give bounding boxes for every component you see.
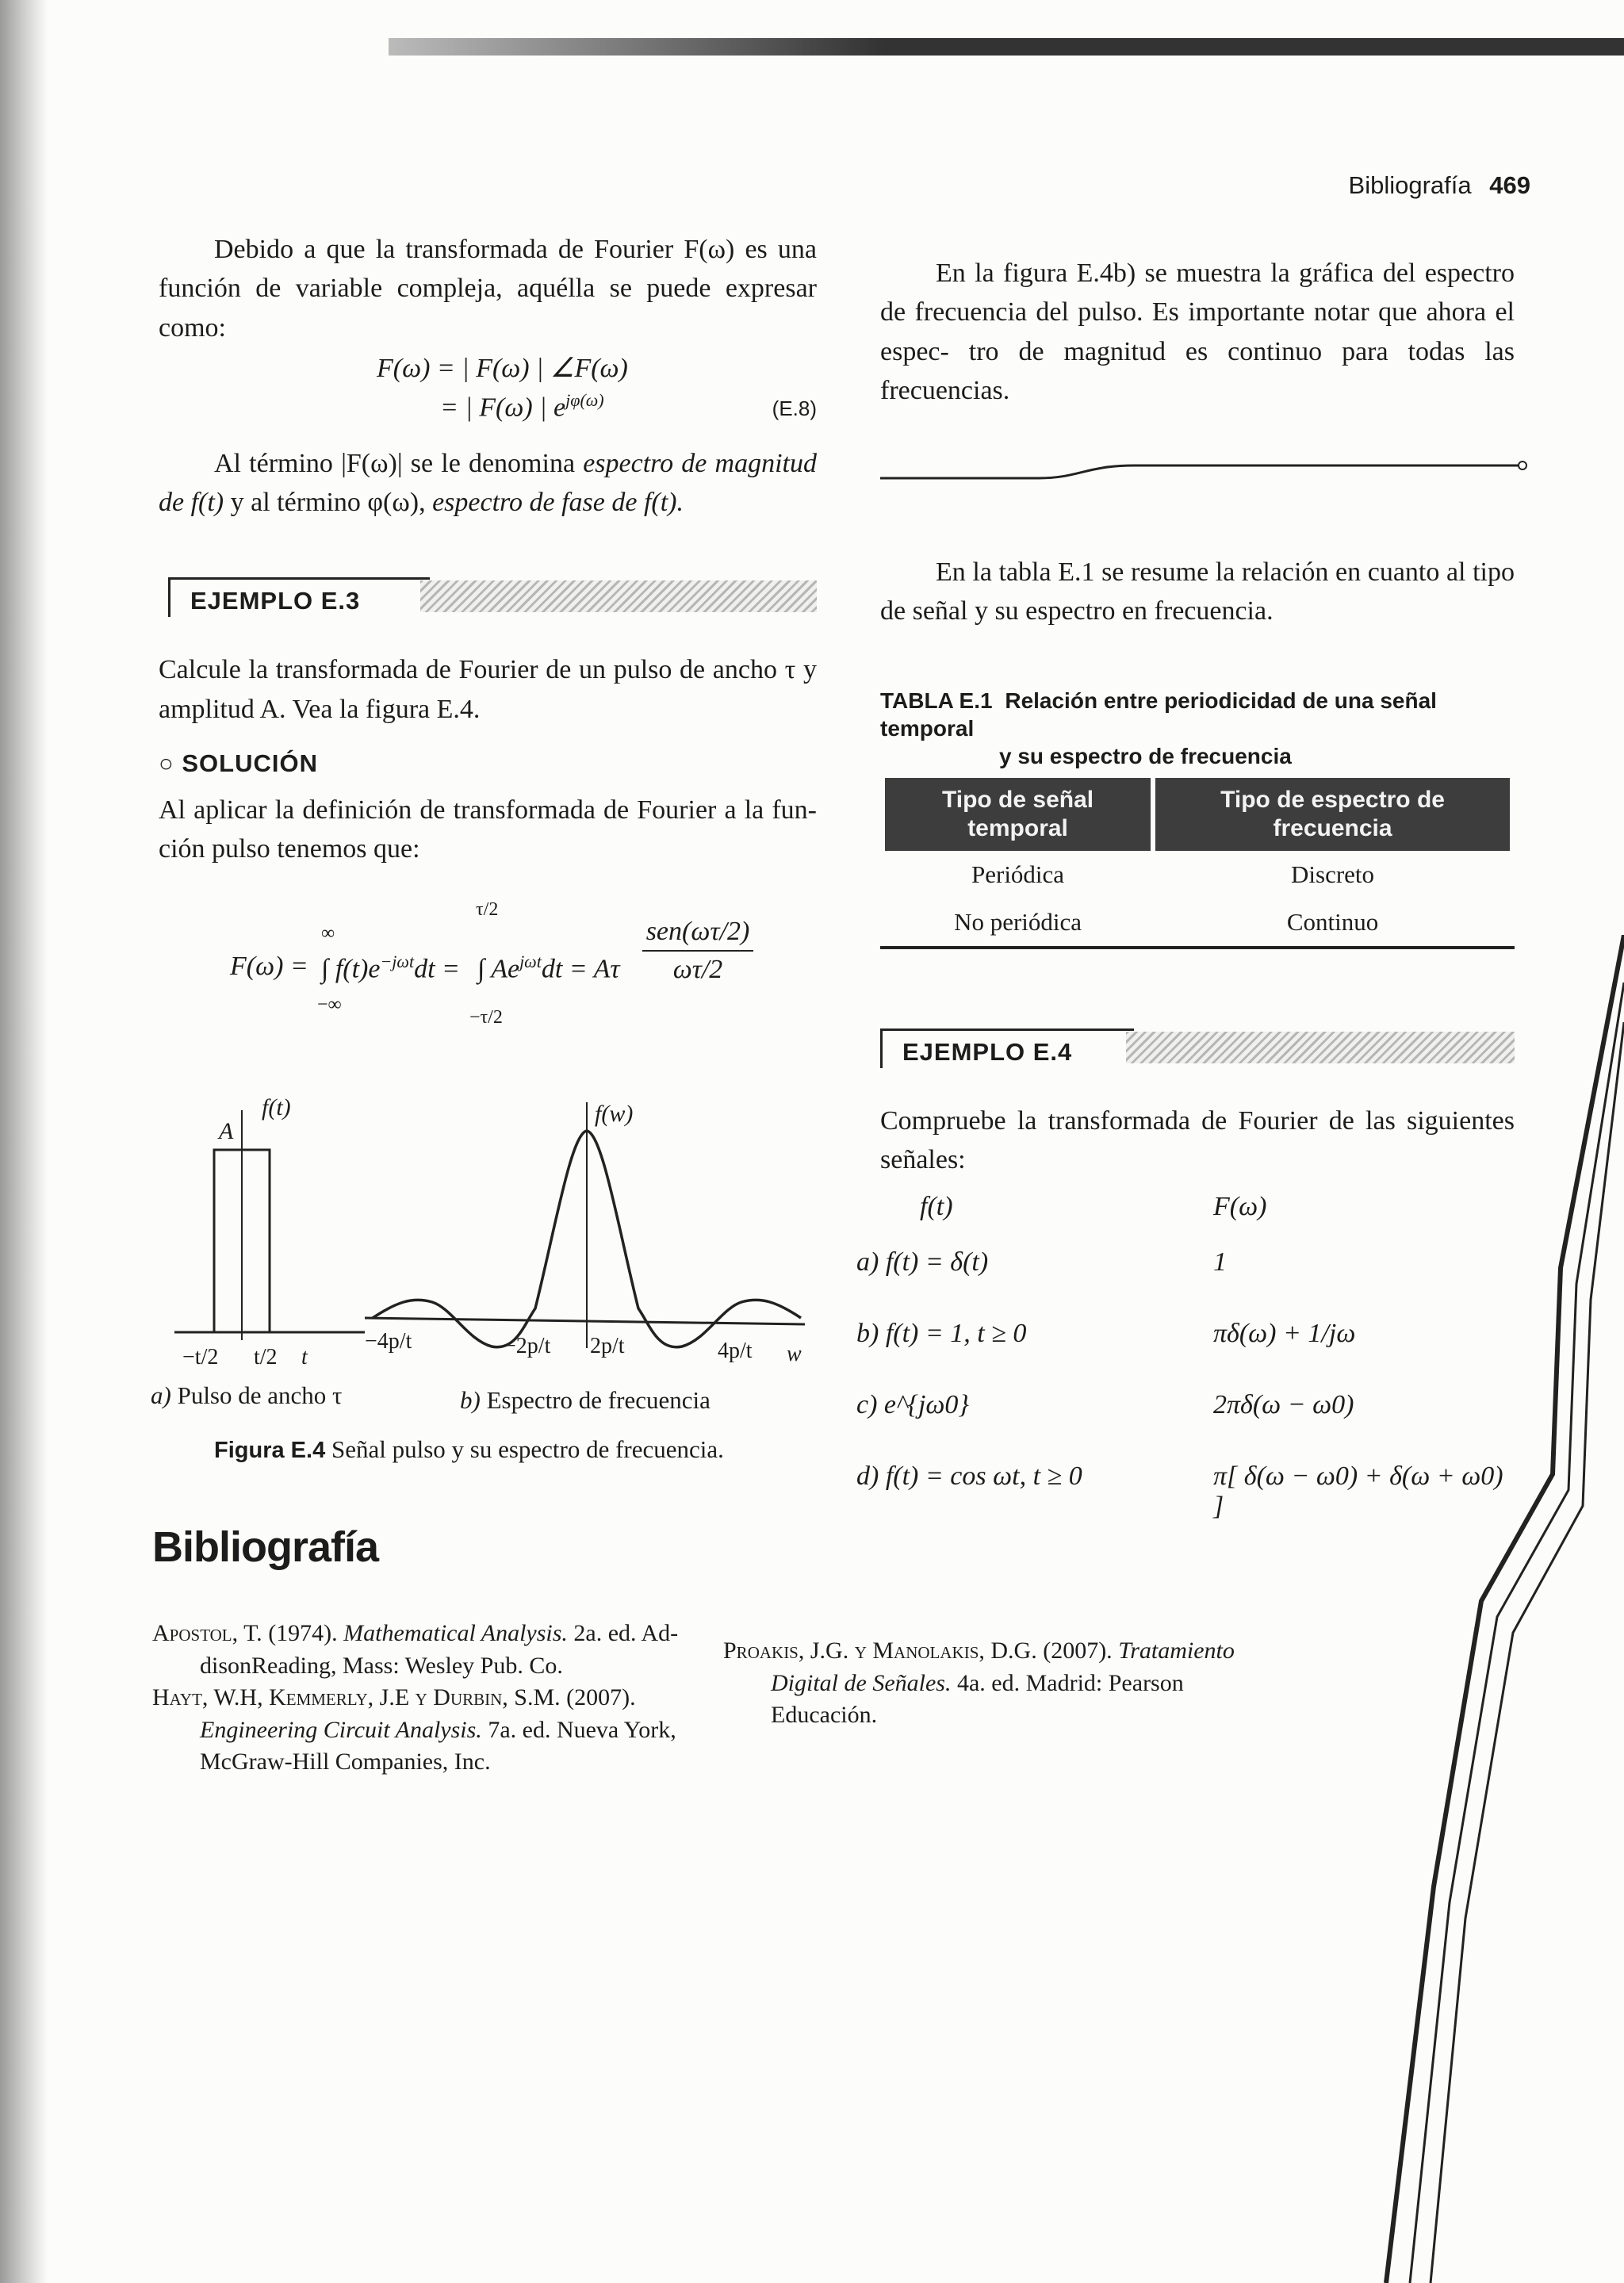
- integral2-exp: jωt: [519, 951, 542, 971]
- section-divider: [880, 458, 1530, 489]
- bib-authors: Proakis, J.G. y Manolakis, D.G.: [723, 1638, 1037, 1664]
- figure-label: Figura E.4: [214, 1438, 326, 1463]
- col-header-Fw: F(ω): [1213, 1192, 1267, 1222]
- item-left: e^{jω0}: [883, 1390, 970, 1420]
- solution-bullet-icon: ○: [159, 749, 182, 778]
- int1-upper: ∞: [321, 922, 335, 944]
- fig-para-line1: En la figura E.4b) se muestra la gráfica del espectro de: [880, 259, 1515, 328]
- e4-statement-line1: Compruebe la transformada de Fourier de las siguientes: [880, 1105, 1515, 1136]
- e4-statement-line2: señales:: [880, 1145, 966, 1175]
- item-right: 2πδ(ω − ω0): [1213, 1390, 1354, 1420]
- bib-year: (1974).: [268, 1620, 338, 1646]
- table-title-line2: y su espectro de frecuencia: [999, 743, 1292, 768]
- pulse-y-label: f(t): [262, 1094, 291, 1120]
- bibliography-left: [152, 1618, 707, 1779]
- example-rule: [880, 1028, 1134, 1031]
- table-caption: [880, 687, 1515, 770]
- example-e3-statement: [159, 650, 817, 729]
- bib-rest: 4a. ed. Madrid: Pearson Educación.: [771, 1669, 1184, 1728]
- example-bracket: [168, 577, 171, 617]
- bib-authors: Hayt, W.H, Kemmerly, J.E y Durbin, S.M.: [152, 1684, 561, 1710]
- page-number: 469: [1489, 171, 1530, 199]
- sinc-fraction: [642, 917, 753, 985]
- int2-upper: τ/2: [476, 898, 499, 920]
- item-label: d): [856, 1461, 879, 1492]
- pulse-caption: [151, 1381, 342, 1410]
- figure-paragraph: [880, 254, 1515, 410]
- e3-statement-line2: amplitud A. Vea la figura E.4.: [159, 694, 481, 724]
- magnitude-paragraph: [159, 444, 817, 523]
- pulse-amplitude: A: [219, 1118, 234, 1144]
- page-top-band: [389, 38, 1624, 56]
- eq-e8-exponent: jφ(ω): [565, 389, 604, 410]
- item-left: f(t) = 1, t ≥ 0: [885, 1319, 1027, 1349]
- bib-authors: Apostol, T.: [152, 1620, 262, 1646]
- integral2: [477, 952, 620, 984]
- int1-lower: −∞: [317, 994, 342, 1015]
- item-label: c): [856, 1390, 878, 1420]
- bib-rest: 7a. ed. Nueva York, McGraw-Hill Companies, Inc.: [200, 1716, 676, 1775]
- example-e3-header: [159, 577, 817, 633]
- example-rule: [168, 577, 430, 580]
- example-hatch: [420, 580, 817, 612]
- bibliography-right: [723, 1635, 1294, 1732]
- spectrum-caption-text: Espectro de frecuencia: [486, 1386, 710, 1414]
- eq-e8-line1: F(ω) = | F(ω) | ∠F(ω): [377, 353, 628, 383]
- integral1-tail: dt =: [414, 954, 460, 983]
- bib-year: (2007).: [1043, 1638, 1113, 1664]
- header-section: Bibliografía: [1348, 171, 1472, 199]
- table-row: [885, 851, 1510, 898]
- table-cell: No periódica: [954, 907, 1082, 936]
- spectrum-tick-neg4: −4p/t: [365, 1329, 412, 1354]
- fourier-lhs: F(ω) =: [230, 951, 308, 981]
- table-cell: Continuo: [1286, 907, 1379, 936]
- example-e3-title: EJEMPLO E.3: [190, 587, 361, 615]
- solution-line2: ción pulso tenemos que:: [159, 834, 420, 864]
- pulse-caption-text: Pulso de ancho τ: [177, 1381, 343, 1409]
- left-column: [159, 230, 817, 1047]
- item-b: [856, 1319, 1026, 1349]
- page-shadow-left: [0, 0, 48, 2283]
- table-paragraph: [880, 553, 1515, 631]
- example-bracket: [880, 1028, 883, 1068]
- table-header-signal: Tipo de señal temporal: [885, 778, 1151, 851]
- bib-title: Mathematical Analysis.: [343, 1620, 568, 1646]
- item-right: π[ δ(ω − ω0) + δ(ω + ω0) ]: [1213, 1461, 1503, 1522]
- integral2-text: ∫ Ae: [477, 954, 520, 983]
- item-right: πδ(ω) + 1/jω: [1213, 1319, 1356, 1349]
- sinc-denominator: ωτ/2: [672, 954, 723, 984]
- table-para-line1: En la tabla E.1 se resume la relación en cuanto al tipo de: [880, 557, 1515, 626]
- item-d: [856, 1461, 1082, 1492]
- item-left: f(t) = cos ωt, t ≥ 0: [885, 1461, 1082, 1492]
- intro-paragraph: [159, 230, 817, 347]
- spectrum-tick-w: w: [787, 1342, 802, 1366]
- intro-line-1: Debido a que la transformada de Fourier F(ω) es una: [214, 235, 817, 264]
- bib-title: Engineering Circuit Analysis.: [200, 1716, 482, 1743]
- integral2-tail: dt = Aτ: [541, 954, 620, 983]
- bib-rest: 2a. ed. Ad-disonReading, Mass: Wesley Pub. Co.: [200, 1620, 679, 1679]
- figure-caption-text: Señal pulso y su espectro de frecuencia.: [331, 1435, 724, 1463]
- table-label: TABLA E.1: [880, 688, 993, 713]
- solution-heading: [159, 749, 817, 778]
- spectrum-tick-neg2: −2p/t: [504, 1334, 551, 1358]
- pulse-tick-pos: t/2: [254, 1345, 278, 1369]
- eq-e8-label: (E.8): [772, 396, 817, 420]
- solution-paragraph: [159, 791, 817, 869]
- col-header-ft: f(t): [920, 1192, 953, 1222]
- spectrum-caption-letter: b): [460, 1386, 481, 1414]
- item-label: b): [856, 1319, 879, 1349]
- intro-line-2: función de variable compleja, aquélla se puede expresar como:: [159, 274, 817, 343]
- spectrum-x-axis: [365, 1318, 805, 1324]
- mag-text-b: espectro de magnitud de: [159, 448, 817, 518]
- example-e4-title: EJEMPLO E.4: [902, 1037, 1073, 1066]
- mag-text-e: espectro de fase de f(t).: [432, 488, 684, 518]
- mag-text-d: y al término φ(ω),: [224, 488, 433, 518]
- pulse-tick-neg: −t/2: [182, 1345, 219, 1369]
- item-right: 1: [1213, 1247, 1227, 1277]
- item-label: a): [856, 1247, 879, 1277]
- item-a: [856, 1247, 988, 1277]
- figure-e4: [127, 1086, 841, 1467]
- running-header: [1349, 171, 1530, 200]
- table-cell: Discreto: [1291, 860, 1375, 888]
- fig-para-line2: frecuencia del pulso. Es importante notar que ahora el espec-: [880, 297, 1515, 366]
- integral1-text: ∫ f(t)e: [321, 954, 381, 983]
- mag-text-a: Al término |F(ω)| se le denomina: [214, 448, 584, 478]
- spectrum-caption: [460, 1386, 710, 1415]
- solution-title: SOLUCIÓN: [182, 749, 318, 778]
- integral1-exp: −jωt: [380, 951, 415, 971]
- table-header-spectrum: Tipo de espectro de frecuencia: [1155, 778, 1510, 851]
- spectrum-plot: [365, 1094, 809, 1364]
- decorative-side-band: [1339, 935, 1624, 2283]
- spectrum-tick-pos2: 2p/t: [590, 1334, 625, 1358]
- table-para-line2: señal y su espectro en frecuencia.: [912, 596, 1274, 626]
- equation-e8: [159, 352, 817, 431]
- spectrum-tick-pos4: 4p/t: [718, 1339, 753, 1363]
- solution-line1: Al aplicar la definición de transformada de Fourier a la fun-: [159, 795, 817, 825]
- figure-caption: [214, 1435, 724, 1464]
- bib-entry: [723, 1635, 1294, 1732]
- eq-e8-line2-text: = | F(ω) | e: [440, 393, 566, 423]
- sinc-numerator: sen(ωτ/2): [642, 917, 753, 952]
- table-cell: Periódica: [971, 860, 1065, 888]
- pulse-tick-t: t: [301, 1345, 308, 1369]
- bib-title: Tratamiento Digital de Señales.: [771, 1638, 1235, 1696]
- int2-lower: −τ/2: [469, 1006, 503, 1028]
- item-left: f(t) = δ(t): [885, 1247, 989, 1277]
- table-e1: [880, 778, 1515, 949]
- integral1: [321, 952, 460, 984]
- table-title-line1: Relación entre periodicidad de una señal temporal: [880, 688, 1437, 741]
- spectrum-y-label: f(w): [595, 1101, 634, 1127]
- e3-statement-line1: Calcule la transformada de Fourier de un pulso de ancho τ y: [159, 655, 817, 685]
- bib-entry: [152, 1618, 707, 1682]
- bib-year: (2007).: [566, 1684, 636, 1710]
- bibliography-title: Bibliografía: [152, 1523, 379, 1571]
- mag-text-c: f(t): [190, 488, 224, 518]
- bib-entry: [152, 1682, 707, 1779]
- pulse-plot: [174, 1094, 381, 1364]
- fourier-equation: [159, 888, 817, 1047]
- pulse-caption-letter: a): [151, 1381, 171, 1409]
- fig-para-line3: tro de magnitud es continuo para todas las frecuencias.: [880, 336, 1515, 405]
- eq-e8-line2: [440, 390, 604, 423]
- item-c: [856, 1390, 969, 1420]
